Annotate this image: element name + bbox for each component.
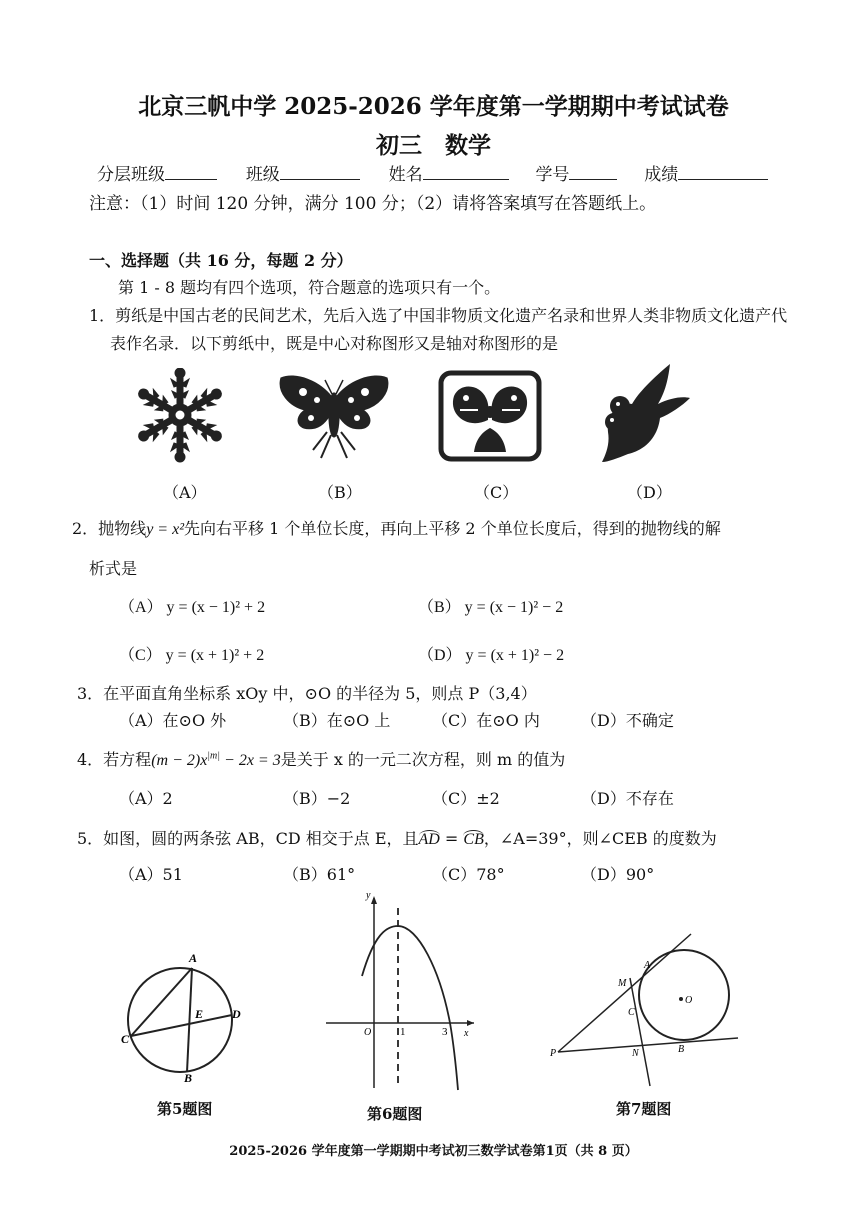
q2-option-a: （A） y = (x − 1)² + 2: [119, 599, 266, 616]
q3-option-a: （A）在⊙O 外: [119, 711, 227, 730]
fig5-label-a: A: [189, 951, 198, 965]
q5-arc-cb: CB: [463, 831, 484, 848]
fig5-label-c: C: [121, 1032, 130, 1046]
fig5-label-d: D: [232, 1007, 241, 1021]
q5-option-c: （C）78°: [432, 865, 505, 884]
fig6-label-origin: O: [364, 1027, 372, 1038]
fig6-label-x: x: [464, 1028, 469, 1039]
q1-label-c: （C）: [474, 483, 519, 502]
q5-stem: [77, 826, 717, 849]
exam-subtitle: 初三 数学: [376, 132, 491, 159]
fig7-label-m: M: [618, 978, 627, 989]
papercut-fish-image: [438, 370, 542, 462]
figure-5-circle-chords: [115, 948, 245, 1083]
field-name: 姓名: [388, 165, 423, 185]
q3-option-b: （B）在⊙O 上: [283, 711, 391, 730]
q2-option-b: （B） y = (x − 1)² − 2: [418, 599, 564, 616]
q1-label-d: （D）: [627, 483, 672, 502]
exam-title: 北京三帆中学 2025-2026 学年度第一学期期中考试试卷: [138, 93, 729, 120]
q5-arc-ad: AD: [418, 831, 440, 848]
info-fields: [97, 160, 768, 185]
q4-option-c: （C）±2: [432, 789, 500, 808]
figure-5-caption: 第5题图: [157, 1100, 213, 1118]
fig7-label-c: C: [628, 1007, 635, 1018]
q4-equation-part2: − 2x = 3: [220, 752, 281, 769]
field-score: 成绩: [644, 165, 679, 185]
q5-option-a: （A）51: [119, 865, 183, 884]
fig7-label-b: B: [678, 1044, 685, 1055]
q5-stem-end: ，∠A=39°，则∠CEB 的度数为: [483, 829, 717, 848]
q5-option-d: （D）90°: [581, 865, 655, 884]
q3-option-c: （C）在⊙O 内: [432, 711, 540, 730]
q2-option-c: （C） y = (x + 1)² + 2: [119, 647, 265, 664]
q1-stem-line2: 表作名录．以下剪纸中，既是中心对称图形又是轴对称图形的是: [110, 334, 559, 353]
q4-stem-start: 4．若方程: [77, 750, 152, 769]
figure-6-caption: 第6题图: [367, 1105, 423, 1123]
q2-stem-text: 先向右平移 1 个单位长度，再向上平移 2 个单位长度后，得到的抛物线的解: [183, 519, 721, 538]
field-class: 班级: [245, 165, 280, 185]
fig7-label-n: N: [632, 1048, 639, 1059]
q2-stem-line1: [72, 516, 721, 539]
field-student-id: 学号: [535, 165, 570, 185]
figure-7-caption: 第7题图: [616, 1100, 672, 1118]
q2-stem-line2: 析式是: [89, 559, 138, 578]
fig6-label-one: 1: [400, 1026, 406, 1038]
section-instruction: 第 1 - 8 题均有四个选项，符合题意的选项只有一个。: [118, 278, 501, 297]
figure-7-tangent-circle: [546, 928, 746, 1090]
fig6-label-three: 3: [442, 1026, 448, 1038]
q5-option-b: （B）61°: [283, 865, 356, 884]
fig5-label-e: E: [195, 1007, 204, 1021]
q4-exponent: |m|: [207, 750, 221, 762]
q3-stem: 3．在平面直角坐标系 xOy 中，⊙O 的半径为 5，则点 P（3,4）: [77, 684, 537, 703]
papercut-snowflake-image: [125, 368, 235, 463]
fig6-label-y: y: [366, 890, 371, 901]
fig5-label-b: B: [184, 1071, 193, 1083]
papercut-swallow-image: [598, 362, 693, 464]
papercut-butterfly-image: [275, 370, 393, 462]
fig7-label-a: A: [644, 960, 651, 971]
fig7-label-o: O: [685, 995, 693, 1006]
q3-option-d: （D）不确定: [581, 711, 674, 730]
page-footer: 2025-2026 学年度第一学期期中考试初三数学试卷第1页（共 8 页）: [229, 1144, 638, 1159]
q2-number: 2．抛物线: [72, 519, 147, 538]
q1-label-b: （B）: [318, 483, 362, 502]
q4-stem: [77, 747, 565, 770]
q2-equation: y = x²: [146, 521, 184, 538]
fig7-label-p: P: [550, 1048, 557, 1059]
exam-notice: 注意：（1）时间 120 分钟，满分 100 分；（2）请将答案填写在答题纸上。: [89, 194, 657, 214]
q2-option-d: （D） y = (x + 1)² − 2: [418, 647, 565, 664]
q1-stem-line1: 1．剪纸是中国古老的民间艺术，先后入选了中国非物质文化遗产名录和世界人类非物质文化遗产代: [89, 306, 788, 325]
field-tier-class: 分层班级: [97, 165, 165, 185]
q1-label-a: （A）: [163, 483, 207, 502]
q5-equals: =: [439, 829, 464, 848]
figure-6-parabola-graph: [322, 890, 482, 1092]
q4-equation-part1: (m − 2)x: [151, 752, 208, 769]
q4-option-b: （B）−2: [283, 789, 351, 808]
q4-option-d: （D）不存在: [581, 789, 674, 808]
q4-option-a: （A）2: [119, 789, 173, 808]
section-heading: 一、选择题（共 16 分，每题 2 分）: [89, 251, 353, 270]
q4-stem-end: 是关于 x 的一元二次方程，则 m 的值为: [280, 750, 566, 769]
q5-stem-start: 5．如图，圆的两条弦 AB，CD 相交于点 E，且: [77, 829, 419, 848]
